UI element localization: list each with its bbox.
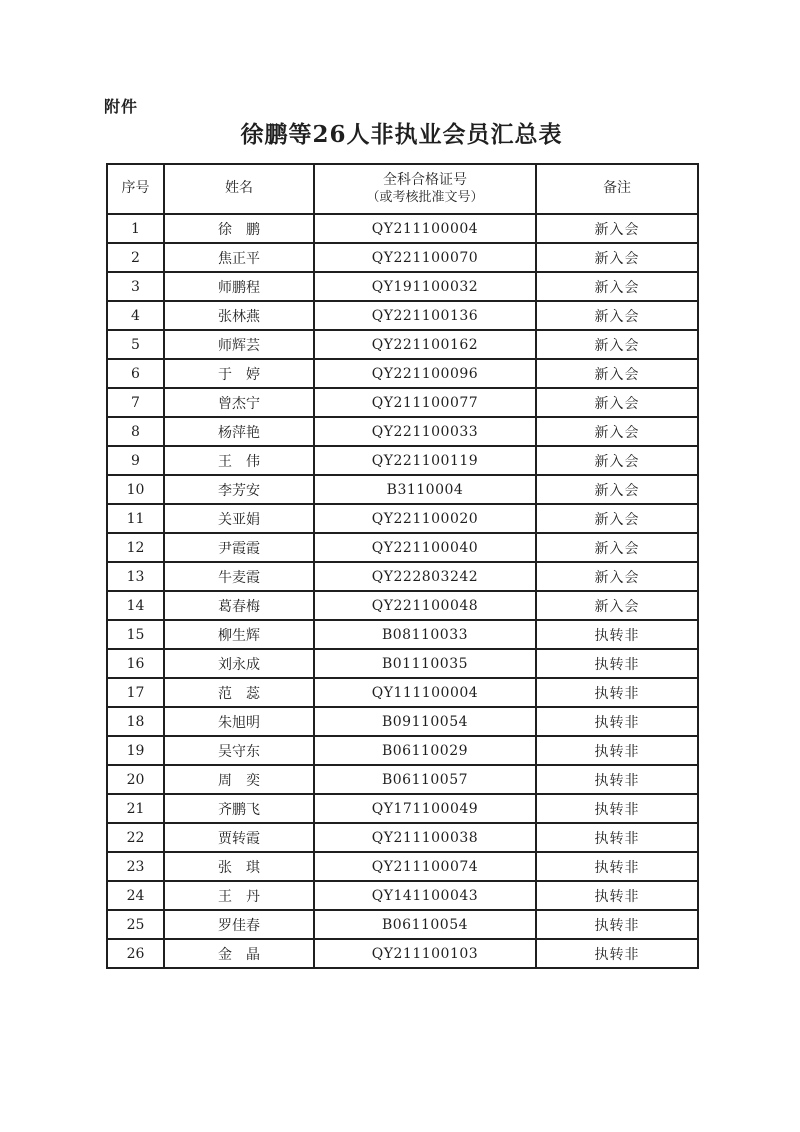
row-name-cell: 于 婷 [164, 359, 314, 388]
row-name-cell: 师鹏程 [164, 272, 314, 301]
row-name-cell: 罗佳春 [164, 910, 314, 939]
header-cert-main: 全科合格证号 [383, 172, 467, 189]
row-remark-cell: 新入会 [536, 504, 698, 533]
table-row [107, 823, 698, 852]
row-remark-cell: 新入会 [536, 388, 698, 417]
header-name: 姓名 [164, 164, 314, 214]
row-index-cell: 20 [107, 765, 164, 794]
row-remark-cell: 执转非 [536, 620, 698, 649]
table-row [107, 504, 698, 533]
row-cert-cell: QY221100070 [314, 243, 536, 272]
row-cert-cell: B06110029 [314, 736, 536, 765]
row-remark-cell: 新入会 [536, 214, 698, 243]
attachment-label: 附件 [104, 97, 139, 116]
table-row [107, 475, 698, 504]
row-name-cell: 焦正平 [164, 243, 314, 272]
row-cert-cell: QY221100096 [314, 359, 536, 388]
row-index-cell: 6 [107, 359, 164, 388]
row-index-cell: 17 [107, 678, 164, 707]
row-cert-cell: QY171100049 [314, 794, 536, 823]
row-remark-cell: 执转非 [536, 852, 698, 881]
row-remark-cell: 执转非 [536, 736, 698, 765]
table-body [107, 214, 698, 968]
row-index-cell: 5 [107, 330, 164, 359]
table-row [107, 388, 698, 417]
row-name-cell: 吴守东 [164, 736, 314, 765]
row-cert-cell: B06110057 [314, 765, 536, 794]
row-index-cell: 16 [107, 649, 164, 678]
row-remark-cell: 新入会 [536, 562, 698, 591]
row-name-cell: 张 琪 [164, 852, 314, 881]
row-remark-cell: 执转非 [536, 765, 698, 794]
row-name-cell: 牛麦霞 [164, 562, 314, 591]
row-remark-cell: 新入会 [536, 475, 698, 504]
row-cert-cell: B06110054 [314, 910, 536, 939]
row-index-cell: 7 [107, 388, 164, 417]
table-row [107, 359, 698, 388]
row-index-cell: 4 [107, 301, 164, 330]
row-cert-cell: QY211100038 [314, 823, 536, 852]
table [106, 163, 699, 969]
table-row [107, 533, 698, 562]
table-row [107, 591, 698, 620]
row-name-cell: 师辉芸 [164, 330, 314, 359]
row-cert-cell: QY222803242 [314, 562, 536, 591]
table-header-row [107, 164, 698, 214]
row-name-cell: 关亚娟 [164, 504, 314, 533]
row-cert-cell: QY211100077 [314, 388, 536, 417]
table-row [107, 243, 698, 272]
row-remark-cell: 执转非 [536, 707, 698, 736]
row-cert-cell: QY221100048 [314, 591, 536, 620]
row-index-cell: 11 [107, 504, 164, 533]
row-cert-cell: B08110033 [314, 620, 536, 649]
row-name-cell: 李芳安 [164, 475, 314, 504]
row-index-cell: 13 [107, 562, 164, 591]
table-row [107, 562, 698, 591]
row-remark-cell: 新入会 [536, 533, 698, 562]
row-index-cell: 25 [107, 910, 164, 939]
row-name-cell: 曾杰宁 [164, 388, 314, 417]
table-row [107, 272, 698, 301]
row-name-cell: 徐 鹏 [164, 214, 314, 243]
row-name-cell: 齐鹏飞 [164, 794, 314, 823]
row-cert-cell: B01110035 [314, 649, 536, 678]
table-row [107, 939, 698, 968]
row-remark-cell: 新入会 [536, 417, 698, 446]
row-index-cell: 23 [107, 852, 164, 881]
row-remark-cell: 新入会 [536, 272, 698, 301]
row-cert-cell: QY211100004 [314, 214, 536, 243]
row-cert-cell: QY111100004 [314, 678, 536, 707]
row-remark-cell: 执转非 [536, 910, 698, 939]
row-remark-cell: 执转非 [536, 939, 698, 968]
row-cert-cell: QY221100136 [314, 301, 536, 330]
row-index-cell: 12 [107, 533, 164, 562]
row-index-cell: 19 [107, 736, 164, 765]
header-cert-sub: （或考核批准文号） [366, 189, 484, 205]
row-name-cell: 金 晶 [164, 939, 314, 968]
row-cert-cell: QY211100103 [314, 939, 536, 968]
row-cert-cell: QY191100032 [314, 272, 536, 301]
table-row [107, 736, 698, 765]
member-summary-table [106, 163, 697, 969]
table-row [107, 620, 698, 649]
row-name-cell: 葛春梅 [164, 591, 314, 620]
row-cert-cell: QY221100119 [314, 446, 536, 475]
row-name-cell: 柳生辉 [164, 620, 314, 649]
row-index-cell: 8 [107, 417, 164, 446]
row-remark-cell: 新入会 [536, 359, 698, 388]
row-cert-cell: QY221100040 [314, 533, 536, 562]
header-remark: 备注 [536, 164, 698, 214]
table-row [107, 794, 698, 823]
row-remark-cell: 执转非 [536, 678, 698, 707]
row-remark-cell: 新入会 [536, 301, 698, 330]
page-title: 徐鹏等26人非执业会员汇总表 [240, 121, 563, 148]
table-row [107, 330, 698, 359]
row-remark-cell: 新入会 [536, 446, 698, 475]
row-index-cell: 10 [107, 475, 164, 504]
row-cert-cell: QY141100043 [314, 881, 536, 910]
row-name-cell: 周 奕 [164, 765, 314, 794]
row-remark-cell: 新入会 [536, 591, 698, 620]
table-row [107, 765, 698, 794]
row-remark-cell: 新入会 [536, 243, 698, 272]
table-row [107, 910, 698, 939]
row-index-cell: 14 [107, 591, 164, 620]
row-cert-cell: QY221100033 [314, 417, 536, 446]
row-index-cell: 26 [107, 939, 164, 968]
row-name-cell: 朱旭明 [164, 707, 314, 736]
row-cert-cell: B3110004 [314, 475, 536, 504]
row-index-cell: 2 [107, 243, 164, 272]
row-index-cell: 18 [107, 707, 164, 736]
row-name-cell: 张林燕 [164, 301, 314, 330]
row-name-cell: 范 蕊 [164, 678, 314, 707]
table-row [107, 678, 698, 707]
row-cert-cell: QY221100020 [314, 504, 536, 533]
row-remark-cell: 执转非 [536, 649, 698, 678]
row-index-cell: 1 [107, 214, 164, 243]
table-row [107, 852, 698, 881]
table-row [107, 649, 698, 678]
row-index-cell: 22 [107, 823, 164, 852]
row-cert-cell: QY211100074 [314, 852, 536, 881]
row-cert-cell: QY221100162 [314, 330, 536, 359]
row-remark-cell: 新入会 [536, 330, 698, 359]
table-row [107, 214, 698, 243]
row-name-cell: 王 伟 [164, 446, 314, 475]
table-row [107, 301, 698, 330]
row-remark-cell: 执转非 [536, 823, 698, 852]
row-name-cell: 尹霞霞 [164, 533, 314, 562]
header-index: 序号 [107, 164, 164, 214]
header-cert [314, 164, 536, 214]
row-index-cell: 21 [107, 794, 164, 823]
row-remark-cell: 执转非 [536, 794, 698, 823]
row-index-cell: 15 [107, 620, 164, 649]
table-row [107, 881, 698, 910]
row-remark-cell: 执转非 [536, 881, 698, 910]
table-row [107, 446, 698, 475]
row-name-cell: 贾转霞 [164, 823, 314, 852]
row-name-cell: 刘永成 [164, 649, 314, 678]
row-cert-cell: B09110054 [314, 707, 536, 736]
row-name-cell: 杨萍艳 [164, 417, 314, 446]
table-row [107, 707, 698, 736]
row-index-cell: 3 [107, 272, 164, 301]
row-name-cell: 王 丹 [164, 881, 314, 910]
row-index-cell: 24 [107, 881, 164, 910]
table-row [107, 417, 698, 446]
row-index-cell: 9 [107, 446, 164, 475]
